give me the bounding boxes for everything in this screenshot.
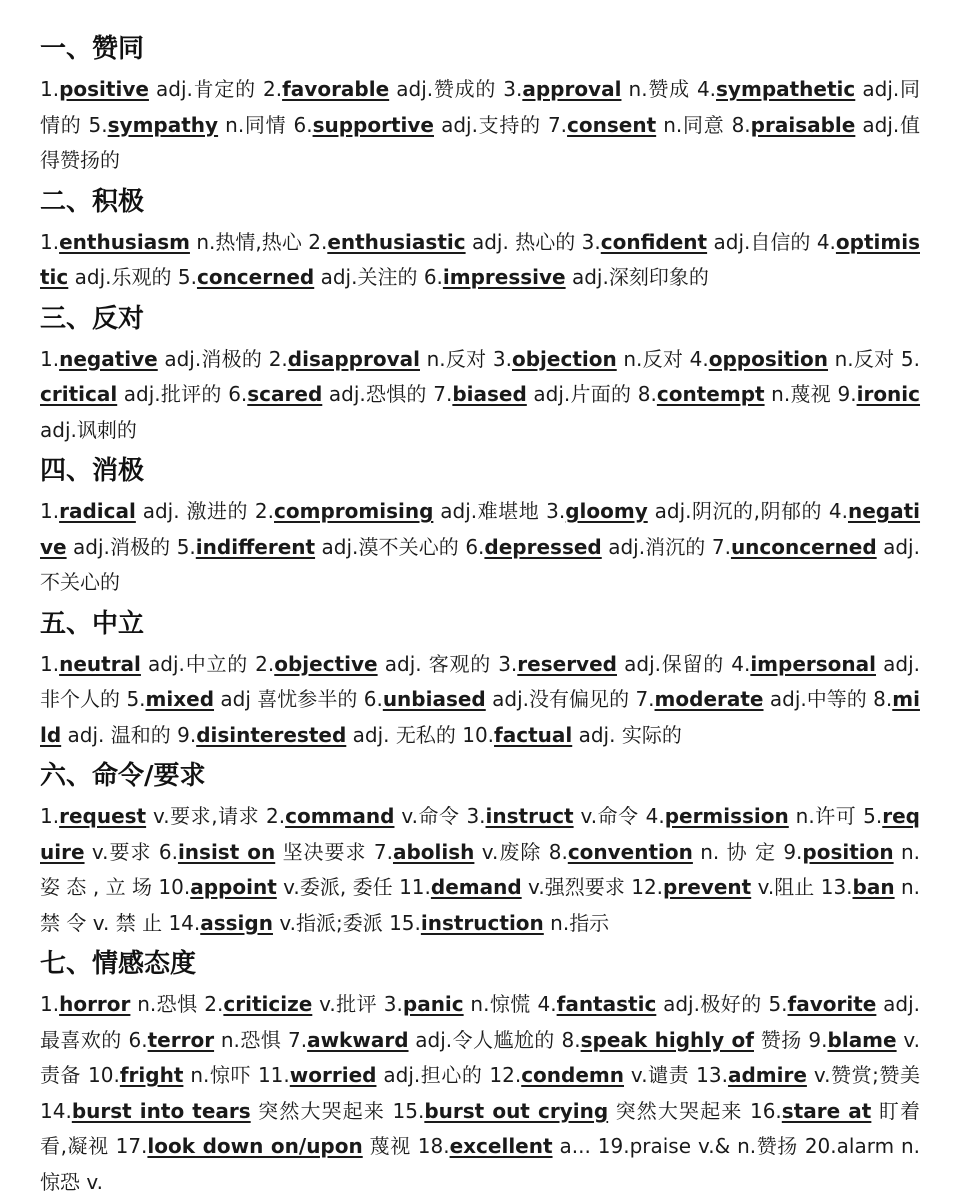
entry-word: ban: [852, 875, 895, 899]
entry-number: 3.: [466, 804, 486, 828]
entry-word: panic: [402, 992, 464, 1016]
entry-meaning: 盯着看,凝视: [40, 1098, 920, 1158]
entry-number: 1.: [40, 77, 60, 101]
vocab-entry: [631, 875, 820, 899]
entry-meaning: n.反对: [828, 346, 901, 371]
entry-meaning: adj.乐观的: [68, 265, 178, 289]
vocab-entry: [538, 992, 769, 1016]
section-heading: 六、命令/要求: [40, 761, 206, 791]
vocab-entry: [40, 230, 308, 254]
entry-word: mild: [40, 687, 920, 747]
entry-meaning: n.反对: [420, 346, 493, 371]
entry-word: compromising: [274, 499, 434, 523]
entry-number: 10.: [158, 875, 191, 899]
entry-meaning: v.指派;委派: [272, 910, 390, 935]
entry-word: concerned: [196, 265, 315, 289]
vocab-entry: [126, 687, 363, 711]
entry-word: praisable: [750, 112, 856, 137]
entry-meaning: 赞扬: [753, 1027, 809, 1052]
vocab-entry: [255, 499, 546, 523]
vocab-entry: [549, 840, 784, 864]
entry-meaning: v.要求: [84, 839, 159, 864]
entry-number: 5.: [900, 346, 921, 371]
section-entries: [40, 342, 920, 449]
vocab-entry: [89, 113, 294, 137]
entry-word: disinterested: [196, 722, 347, 747]
vocab-entry: [116, 1134, 418, 1158]
vocab-entry: [503, 77, 697, 101]
entry-word: enthusiastic: [327, 229, 466, 254]
entry-number: 13.: [820, 875, 853, 899]
entry-word: worried: [289, 1063, 377, 1087]
entry-meaning: adj. 实际的: [572, 722, 682, 747]
entry-meaning: adj. 热心的: [465, 229, 582, 254]
vocab-entry: [293, 113, 547, 137]
section-heading: 三、反对: [40, 303, 145, 334]
entry-meaning: 突然大哭起来: [250, 1098, 393, 1123]
vocab-entry: [40, 652, 255, 676]
vocab-entry: [562, 1028, 809, 1052]
entry-number: 17.: [115, 1134, 148, 1158]
entry-word: request: [59, 804, 147, 828]
entry-word: criticize: [223, 992, 313, 1016]
entry-number: 5.: [177, 265, 197, 289]
entry-meaning: v.委派, 委任: [276, 875, 400, 899]
entry-word: instruction: [420, 910, 544, 935]
vocab-entry: [465, 535, 712, 559]
entry-meaning: n.惊吓: [183, 1063, 258, 1087]
entry-word: horror: [59, 992, 131, 1016]
entry-number: 1.: [40, 804, 60, 828]
entry-number: 6.: [228, 382, 248, 406]
entry-number: 6.: [363, 687, 383, 711]
vocab-entry: [178, 265, 424, 289]
vocab-entry: [646, 804, 864, 828]
vocab-entry: [40, 499, 255, 523]
entry-word: contempt: [656, 382, 765, 406]
entry-number: 3.: [498, 651, 518, 676]
entry-meaning: v.责备: [40, 1027, 921, 1087]
entry-number: 6.: [465, 534, 485, 559]
entry-word: positive: [59, 77, 149, 101]
entry-number: 3.: [581, 229, 601, 254]
entry-number: 1.: [40, 346, 60, 371]
entry-number: 18.: [417, 1134, 450, 1158]
entry-word: approval: [522, 77, 622, 101]
entry-number: 4.: [828, 499, 848, 523]
vocab-entry: [228, 382, 433, 406]
entry-meaning: adj.支持的: [433, 112, 548, 137]
section-entries: [40, 225, 920, 296]
entry-meaning: n.惊慌: [463, 992, 538, 1016]
entry-number: 3.: [383, 992, 403, 1016]
entry-number: 14.: [168, 910, 201, 935]
vocab-entry: [418, 1134, 572, 1158]
entry-meaning: n. 协 定: [692, 839, 784, 864]
section-heading: 二、积极: [40, 186, 145, 217]
entry-word: critical: [40, 382, 118, 406]
entry-meaning: n.同意: [656, 112, 732, 137]
entry-number: 2.: [266, 804, 286, 828]
entry-meaning: n.蔑视: [764, 382, 838, 406]
entry-number: 7.: [635, 687, 655, 711]
entry-number: 1.: [40, 229, 60, 254]
entry-word: gloomy: [565, 499, 648, 523]
entry-number: 14.: [40, 1098, 72, 1123]
entry-meaning: adj.讽刺的: [40, 417, 137, 442]
entry-meaning: n.热情,热心: [189, 229, 309, 254]
entry-word: favorite: [787, 992, 877, 1016]
vocab-entry: [493, 347, 690, 371]
vocab-entry: [638, 382, 838, 406]
entry-meaning: adj.深刻印象的: [565, 265, 709, 289]
entry-meaning: ... 19.praise v.& n.赞扬 20.alarm n.惊恐 v.: [40, 1134, 921, 1194]
entry-word: impersonal: [750, 651, 876, 676]
entry-meaning: v.废除: [474, 839, 549, 864]
vocab-section: [40, 759, 920, 941]
vocab-entry: [177, 723, 462, 747]
entry-number: 5.: [768, 992, 788, 1016]
entry-number: 8.: [731, 112, 751, 137]
vocab-entry: [129, 1028, 288, 1052]
entry-meaning: adj.阴沉的,阴郁的: [647, 499, 829, 523]
entry-meaning: n.恐惧: [214, 1027, 288, 1052]
entry-word: favorable: [282, 77, 390, 101]
entry-meaning: adj.极好的: [656, 992, 769, 1016]
vocab-entry: [308, 230, 581, 254]
entry-meaning: adj.关注的: [314, 265, 424, 289]
entry-meaning: adj.赞成的: [389, 77, 504, 101]
entry-meaning: adj. 无私的: [346, 722, 463, 747]
vocab-entry: [384, 992, 538, 1016]
entry-number: 5.: [126, 687, 146, 711]
entry-number: 10.: [462, 722, 495, 747]
entry-meaning: v.强烈要求: [521, 875, 632, 899]
entry-word: demand: [430, 875, 522, 899]
entry-word: reserved: [517, 651, 617, 676]
entry-word: excellent: [449, 1134, 553, 1158]
entry-word: negative: [40, 499, 921, 559]
entry-meaning: 突然大哭起来: [608, 1098, 750, 1123]
entry-meaning: adj.不关心的: [40, 534, 920, 594]
entry-number: 4.: [816, 229, 836, 254]
entry-word: stare at: [781, 1098, 872, 1123]
section-entries: [40, 494, 920, 601]
vocab-entry: [690, 347, 901, 371]
vocab-entry: [374, 840, 549, 864]
entry-word: ironic: [856, 382, 921, 406]
entry-word: terror: [147, 1027, 215, 1052]
entry-word: condemn: [521, 1063, 624, 1087]
section-heading: 四、消极: [40, 456, 145, 486]
vocab-entry: [389, 911, 609, 935]
entry-number: 1.: [40, 992, 60, 1016]
vocab-section: [40, 185, 920, 296]
entry-number: 4.: [537, 992, 557, 1016]
entry-word: burst out crying: [424, 1098, 609, 1123]
entry-word: blame: [827, 1027, 897, 1052]
entry-number: 2.: [255, 651, 275, 676]
entry-number: 2.: [204, 992, 224, 1016]
vocab-entry: [498, 652, 731, 676]
entry-number: 8.: [561, 1027, 581, 1052]
entry-meaning: adj.自信的: [707, 229, 817, 254]
entry-word: radical: [59, 499, 136, 523]
entry-meaning: v.命令: [573, 804, 646, 828]
vocab-entry: [255, 652, 498, 676]
entry-word: consent: [567, 112, 657, 137]
entry-number: 3.: [492, 346, 512, 371]
entry-number: 3.: [503, 77, 523, 101]
entry-word: assign: [200, 910, 273, 935]
entry-number: 11.: [257, 1063, 290, 1087]
vocab-section: [40, 454, 920, 601]
entry-word: appoint: [190, 875, 277, 899]
entry-number: 9.: [837, 382, 857, 406]
entry-number: 3.: [546, 499, 566, 523]
vocab-entry: [204, 992, 383, 1016]
entry-number: 8.: [637, 382, 657, 406]
entry-meaning: n.恐惧: [130, 992, 205, 1016]
vocab-entry: [269, 347, 493, 371]
vocab-entry: [466, 804, 645, 828]
entry-number: 5.: [176, 534, 196, 559]
vocab-section: [40, 947, 920, 1200]
entry-word: enthusiasm: [59, 229, 190, 254]
entry-word: disapproval: [287, 346, 420, 371]
vocab-entry: [258, 1063, 489, 1087]
entry-number: 2.: [308, 229, 328, 254]
entry-number: 12.: [489, 1063, 522, 1087]
entry-number: 7.: [547, 112, 568, 137]
section-entries: [40, 647, 920, 754]
entry-meaning: adj. 客观的: [377, 651, 499, 676]
entry-word: scared: [247, 382, 323, 406]
vocab-entry: [168, 911, 389, 935]
vocab-entry: [393, 1099, 750, 1123]
entry-number: 6.: [128, 1027, 148, 1052]
vocab-entry: [40, 77, 263, 101]
entry-word: unconcerned: [730, 534, 877, 559]
entry-meaning: adj 喜忧参半的: [214, 687, 364, 711]
vocab-entry: [462, 723, 682, 747]
entry-meaning: adj.肯定的: [148, 77, 263, 101]
entry-meaning: a: [552, 1134, 572, 1158]
entry-meaning: n.反对: [616, 346, 690, 371]
vocab-entry: [489, 1063, 696, 1087]
vocab-entry: [582, 230, 817, 254]
entry-number: 4.: [731, 651, 751, 676]
entry-meaning: adj. 温和的: [61, 722, 178, 747]
entry-number: 7.: [287, 1027, 308, 1052]
section-entries: [40, 799, 920, 941]
section-entries: [40, 987, 920, 1200]
entry-meaning: adj.消极的: [157, 346, 269, 371]
entry-number: 2.: [268, 346, 288, 371]
entry-number: 4.: [689, 346, 709, 371]
section-heading: 五、中立: [40, 608, 145, 639]
entry-meaning: adj.保留的: [616, 651, 732, 676]
entry-word: optimistic: [40, 229, 920, 289]
entry-word: fright: [119, 1063, 184, 1087]
entry-meaning: adj.非个人的: [40, 651, 920, 711]
vocab-section: [40, 302, 920, 449]
entry-number: 5.: [88, 112, 108, 137]
entry-meaning: adj.批评的: [117, 382, 229, 406]
entry-meaning: adj.漠不关心的: [315, 534, 466, 559]
entry-word: objective: [274, 651, 378, 676]
entry-word: admire: [727, 1063, 807, 1087]
entry-number: 10.: [88, 1063, 120, 1087]
entry-word: instruct: [485, 804, 574, 828]
vocab-entry: [548, 113, 732, 137]
entry-meaning: n.许可: [788, 804, 864, 828]
vocab-entry: [546, 499, 829, 523]
entry-number: 6.: [293, 112, 313, 137]
vocab-section: [40, 607, 920, 754]
entry-word: position: [802, 839, 894, 864]
entry-meaning: adj.中等的: [763, 687, 874, 711]
entry-word: look down on/upon: [147, 1134, 363, 1158]
entry-word: negative: [59, 346, 158, 371]
entry-word: mixed: [145, 687, 215, 711]
entry-word: burst into tears: [71, 1098, 251, 1123]
entry-number: 7.: [373, 839, 393, 864]
vocab-entry: [364, 687, 636, 711]
entry-word: factual: [494, 722, 573, 747]
entry-word: objection: [512, 346, 617, 371]
entry-word: impressive: [442, 265, 566, 289]
entry-meaning: adj.难堪地: [433, 499, 547, 523]
entry-number: 15.: [392, 1098, 425, 1123]
entry-word: confident: [600, 229, 708, 254]
entry-number: 12.: [631, 875, 664, 899]
entry-number: 6.: [158, 839, 178, 864]
entry-meaning: v.谴责: [624, 1063, 697, 1087]
entry-number: 4.: [696, 77, 717, 101]
entry-word: require: [40, 804, 920, 864]
entry-word: supportive: [312, 112, 434, 137]
vocab-section: [40, 32, 920, 179]
entry-meaning: adj.值得赞扬的: [40, 112, 921, 172]
vocab-entry: [433, 382, 638, 406]
entry-meaning: 坚决要求: [275, 839, 374, 864]
vocab-entry: [266, 804, 466, 828]
entry-number: 2.: [263, 77, 283, 101]
entry-meaning: n. 姿 态 , 立 场: [40, 839, 921, 899]
entry-word: indifferent: [195, 534, 316, 559]
entry-number: 8.: [873, 687, 893, 711]
entry-meaning: adj.消极的: [66, 534, 177, 559]
entry-number: 9.: [808, 1027, 828, 1052]
vocab-entry: [40, 347, 269, 371]
entry-number: 5.: [863, 804, 883, 828]
vocab-entry: [424, 265, 709, 289]
entry-meaning: adj.最喜欢的: [40, 992, 921, 1052]
vocab-entry: [696, 1063, 920, 1087]
entry-word: fantastic: [556, 992, 657, 1016]
vocab-entry: [40, 804, 266, 828]
entry-meaning: n.赞成: [621, 77, 697, 101]
entry-meaning: n.同情: [218, 112, 294, 137]
entry-meaning: adj.同情的: [40, 77, 920, 137]
vocab-entry: [263, 77, 503, 101]
vocab-entry: [40, 1099, 393, 1123]
entry-meaning: adj. 激进的: [135, 499, 255, 523]
section-heading: 一、赞同: [40, 34, 145, 64]
entry-meaning: 蔑视: [362, 1134, 418, 1158]
entry-number: 15.: [389, 910, 421, 935]
entry-word: biased: [452, 382, 527, 406]
entry-word: prevent: [663, 875, 752, 899]
entry-word: convention: [567, 839, 693, 864]
entry-meaning: n.指示: [543, 910, 610, 935]
entry-word: abolish: [392, 839, 475, 864]
entry-word: awkward: [307, 1027, 409, 1052]
entry-word: permission: [664, 804, 789, 828]
entry-word: opposition: [708, 346, 829, 371]
entry-meaning: v.命令: [394, 804, 467, 828]
entry-word: depressed: [484, 534, 602, 559]
entry-meaning: adj.担心的: [376, 1063, 490, 1087]
entry-word: sympathetic: [716, 77, 856, 101]
entry-number: 8.: [548, 839, 568, 864]
entry-meaning: v.要求,请求: [146, 804, 267, 828]
entry-number: 1.: [40, 499, 60, 523]
vocab-entry: [158, 875, 399, 899]
vocab-entry: [399, 875, 631, 899]
vocab-entry: [40, 992, 204, 1016]
entry-word: unbiased: [382, 687, 486, 711]
entry-number: 4.: [645, 804, 665, 828]
entry-meaning: adj.片面的: [526, 382, 638, 406]
entry-number: 7.: [433, 382, 453, 406]
entry-word: speak highly of: [580, 1027, 754, 1052]
entry-meaning: adj.没有偏见的: [485, 687, 636, 711]
entry-number: 7.: [711, 534, 731, 559]
entry-number: 13.: [696, 1063, 728, 1087]
entry-meaning: n. 禁 令 v. 禁 止: [40, 875, 921, 935]
section-heading: 七、情感态度: [40, 949, 197, 979]
entry-meaning: v.赞赏;赞美: [806, 1063, 920, 1087]
vocab-entry: [159, 840, 374, 864]
entry-number: 1.: [40, 651, 60, 676]
entry-number: 6.: [423, 265, 443, 289]
entry-number: 9.: [783, 839, 803, 864]
entry-number: 11.: [399, 875, 431, 899]
entry-number: 2.: [254, 499, 275, 523]
vocab-entry: [88, 1063, 258, 1087]
vocab-entry: [635, 687, 873, 711]
entry-word: command: [285, 804, 395, 828]
vocab-entry: [288, 1028, 562, 1052]
entry-number: 9.: [177, 722, 197, 747]
entry-meaning: adj.消沉的: [601, 534, 712, 559]
entry-word: sympathy: [107, 112, 219, 137]
section-entries: [40, 72, 920, 179]
entry-word: moderate: [654, 687, 764, 711]
entry-meaning: v.批评: [312, 992, 384, 1016]
entry-word: neutral: [59, 651, 141, 676]
entry-meaning: v.阻止: [751, 875, 821, 899]
entry-word: insist on: [177, 839, 276, 864]
entry-meaning: adj.恐惧的: [322, 382, 434, 406]
entry-meaning: adj.令人尴尬的: [408, 1027, 562, 1052]
entry-meaning: adj.中立的: [140, 651, 256, 676]
vocab-entry: [177, 535, 466, 559]
entry-number: 16.: [749, 1098, 782, 1123]
